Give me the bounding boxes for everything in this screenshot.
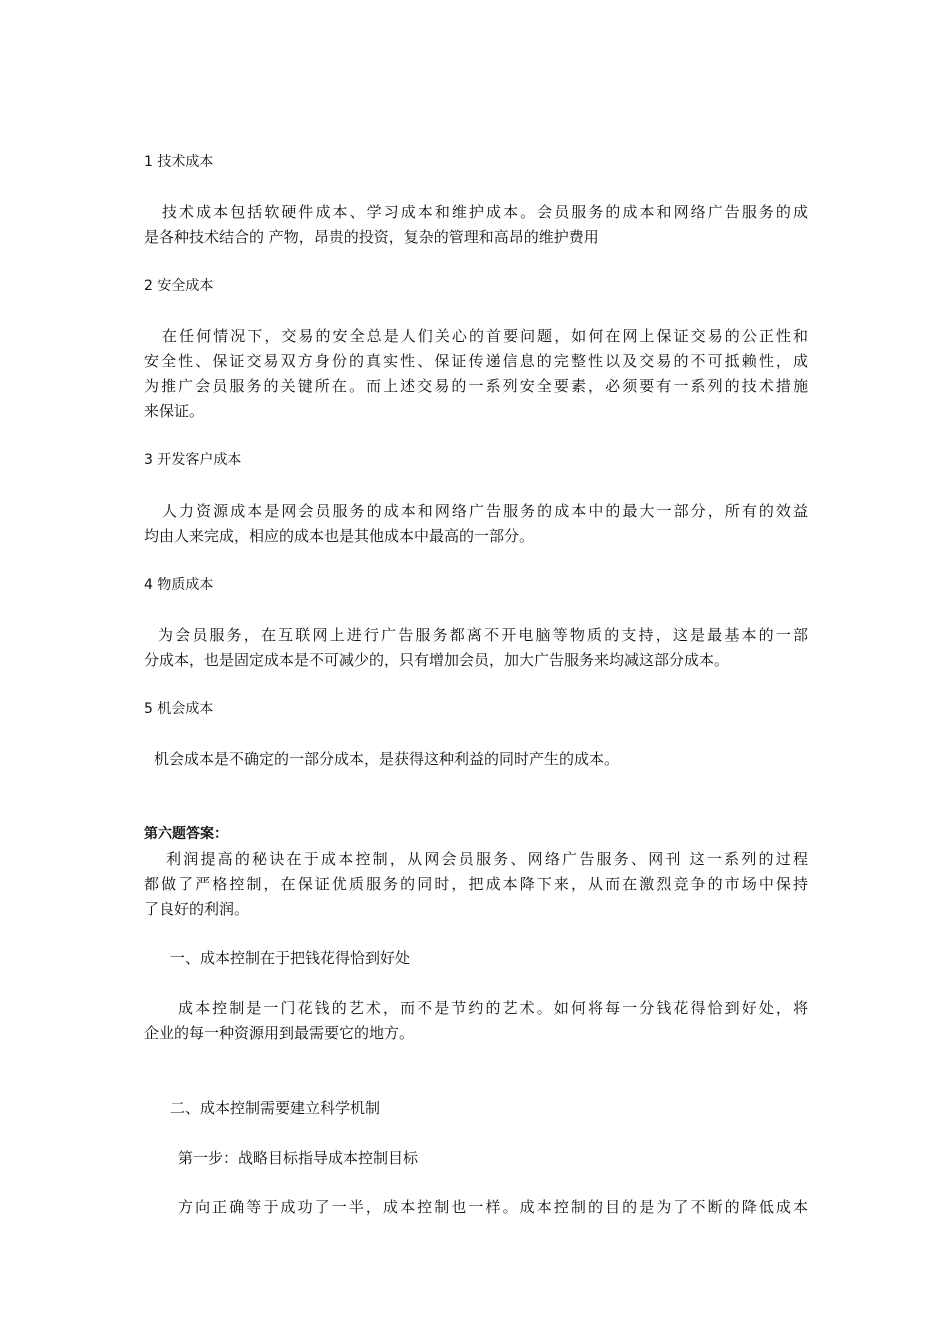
step-1-line-1: 方向正确等于成功了一半，成本控制也一样。成本控制的目的是为了不断的降低成本 <box>178 1198 808 1216</box>
point-1-line-2: 企业的每一种资源用到最需要它的地方。 <box>144 1024 415 1042</box>
point-1-heading: 一、成本控制在于把钱花得恰到好处 <box>170 949 411 967</box>
section-1-line-2: 是各种技术结合的 产物，昂贵的投资，复杂的管理和高昂的维护费用 <box>144 228 599 246</box>
section-1-heading: 1 技术成本 <box>144 154 214 170</box>
section-1-line-1: 技术成本包括软硬件成本、学习成本和维护成本。会员服务的成本和网络广告服务的成 <box>162 203 808 221</box>
point-1-line-1: 成本控制是一门花钱的艺术，而不是节约的艺术。如何将每一分钱花得恰到好处，将 <box>178 999 808 1017</box>
answer-intro-line-2: 都做了严格控制，在保证优质服务的同时，把成本降下来，从而在激烈竞争的市场中保持 <box>144 875 808 893</box>
section-2-line-1: 在任何情况下，交易的安全总是人们关心的首要问题，如何在网上保证交易的公正性和 <box>162 327 808 345</box>
section-4-line-1: 为会员服务，在互联网上进行广告服务都离不开电脑等物质的支持，这是最基本的一部 <box>158 626 808 644</box>
point-2-heading: 二、成本控制需要建立科学机制 <box>170 1099 381 1117</box>
answer-intro-line-1: 利润提高的秘诀在于成本控制，从网会员服务、网络广告服务、网刊 这一系列的过程 <box>166 850 808 868</box>
section-4-line-2: 分成本，也是固定成本是不可减少的，只有增加会员，加大广告服务来均减这部分成本。 <box>144 651 730 669</box>
section-3-line-2: 均由人来完成，相应的成本也是其他成本中最高的一部分。 <box>144 527 535 545</box>
document-page <box>144 0 808 1344</box>
section-5-line-1: 机会成本是不确定的一部分成本，是获得这种利益的同时产生的成本。 <box>154 750 620 768</box>
section-2-line-2: 安全性、保证交易双方身份的真实性、保证传递信息的完整性以及交易的不可抵赖性，成 <box>144 352 808 370</box>
section-3-heading: 3 开发客户成本 <box>144 452 242 468</box>
section-4-heading: 4 物质成本 <box>144 577 214 593</box>
section-5-heading: 5 机会成本 <box>144 701 214 717</box>
section-3-line-1: 人力资源成本是网会员服务的成本和网络广告服务的成本中的最大一部分，所有的效益 <box>162 502 808 520</box>
answer-intro-line-3: 了良好的利润。 <box>144 900 250 918</box>
step-1-heading: 第一步：战略目标指导成本控制目标 <box>178 1149 419 1167</box>
section-2-line-3: 为推广会员服务的关键所在。而上述交易的一系列安全要素，必须要有一系列的技术措施 <box>144 377 808 395</box>
answer-title: 第六题答案： <box>144 826 228 842</box>
section-2-heading: 2 安全成本 <box>144 278 214 294</box>
section-2-line-4: 来保证。 <box>144 402 205 420</box>
